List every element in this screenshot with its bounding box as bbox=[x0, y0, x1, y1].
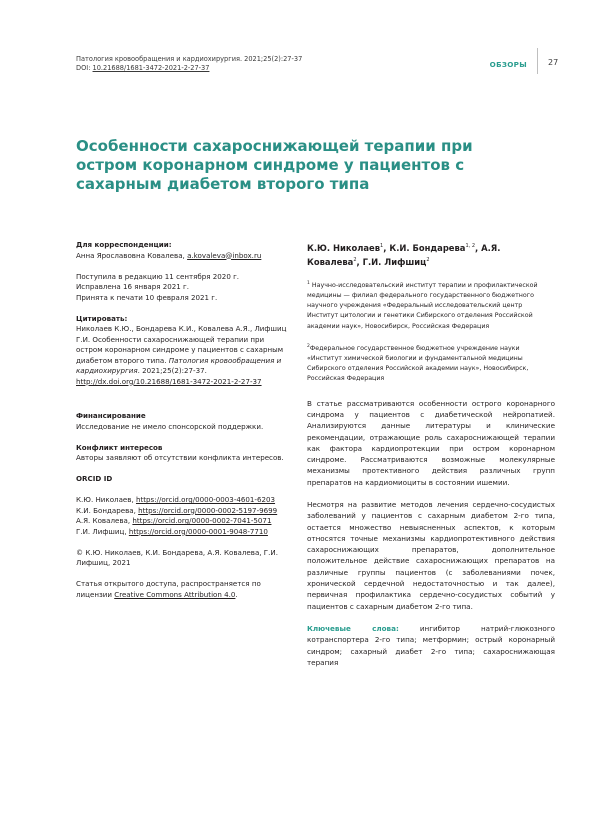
conflict-heading: Конфликт интересов bbox=[76, 442, 163, 452]
license-text bbox=[76, 579, 291, 600]
conflict-text: Авторы заявляют об отсутствии конфликта интересов. bbox=[76, 453, 284, 462]
journal-header bbox=[76, 55, 376, 73]
orcid-link[interactable]: https://orcid.org/0000-0002-5197-9699 bbox=[138, 505, 278, 515]
author-affiliation-sup: 1, 2 bbox=[465, 243, 475, 249]
article-info-column bbox=[76, 240, 291, 600]
funding-text: Исследование не имело спонсорской поддержки. bbox=[76, 421, 264, 431]
cite-journal: Патология кровообращения и кардиохирургия bbox=[76, 355, 282, 375]
author-affiliation-sup: 2 bbox=[353, 256, 357, 263]
cite-doi-link[interactable]: http://dx.doi.org/10.21688/1681-3472-2021-2-27-37 bbox=[76, 376, 262, 386]
cite-heading: Цитировать: bbox=[76, 313, 128, 323]
date-received: Поступила в редакцию 11 сентября 2020 г. bbox=[76, 271, 240, 281]
author-name: А.Я. Ковалева bbox=[307, 242, 501, 267]
author-name: К.Ю. Николаев bbox=[307, 242, 381, 253]
cite-tail: . 2021;25(2):27-37. bbox=[137, 366, 207, 375]
license-tail: . bbox=[235, 589, 238, 599]
affiliation-text: Научно-исследовательский институт терапии и профилактической медицины — филиал федерального государственного бюджетного научного учреждения «Федеральный исследовательский центр Институт цитологии и генетики Сибирского отделения Российской академии наук», Новосибирск, Российская Федерация bbox=[307, 281, 538, 330]
keywords bbox=[307, 623, 555, 668]
orcid-entry bbox=[76, 506, 291, 517]
orcid-author-name: А.Я. Ковалева, bbox=[76, 516, 133, 525]
cite-reference: Николаев К.Ю., Бондарева К.И., Ковалева А.Я., Лифшиц Г.И. Особенности сахароснижающей терапии при остром коронарном синдроме у пациентов с сахарным диабетом второго типа. bbox=[76, 324, 287, 365]
orcid-entry bbox=[76, 516, 291, 527]
date-revised: Исправлена 16 января 2021 г. bbox=[76, 282, 190, 291]
keywords-text: ингибитор натрий-глюкозного котранспортера 2-го типа; метформин; острый коронарный синдром; сахарный диабет 2-го типа; сахароснижающая терапия bbox=[307, 623, 555, 667]
author-name: Г.И. Лифшиц bbox=[362, 256, 427, 267]
license-prefix: Статья открытого доступа, распространяется по лицензии bbox=[76, 579, 261, 599]
author-list: К.Ю. Николаев$^1$, К.И. Бондарева$^{1, 2}$, А.Я. Ковалева$^2$, Г.И. Лифшиц$^2$ bbox=[307, 242, 501, 267]
orcid-link[interactable]: https://orcid.org/0000-0002-7041-5071 bbox=[132, 516, 272, 525]
header-divider bbox=[537, 48, 538, 74]
orcid-author-name: К.И. Бондарева, bbox=[76, 505, 139, 515]
affiliation bbox=[307, 342, 555, 385]
cite-text bbox=[76, 324, 291, 387]
affiliation-number: 2 bbox=[307, 343, 310, 349]
orcid-link[interactable]: https://orcid.org/0000-0003-4601-6203 bbox=[135, 495, 276, 504]
correspondence-name: Анна Ярославовна Ковалева, bbox=[76, 250, 188, 260]
orcid-author-name: К.Ю. Николаев, bbox=[76, 495, 136, 504]
author-affiliation-sup: 1 bbox=[380, 243, 384, 249]
journal-citation-line: Патология кровообращения и кардиохирургия. 2021;25(2):27-37 bbox=[76, 55, 303, 63]
abstract-column bbox=[307, 240, 555, 668]
orcid-author-name: Г.И. Лифшиц, bbox=[76, 526, 129, 536]
doi-link[interactable]: 10.21688/1681-3472-2021-2-27-37 bbox=[92, 64, 210, 72]
correspondence-heading: Для корреспонденции: bbox=[76, 240, 172, 249]
funding-heading: Финансирование bbox=[76, 411, 146, 420]
page-number: 27 bbox=[548, 58, 559, 67]
affiliation-number: 1 bbox=[307, 280, 310, 286]
keywords-label: Ключевые слова: bbox=[307, 623, 399, 633]
date-accepted: Принята к печати 10 февраля 2021 г. bbox=[76, 292, 218, 302]
copyright-text: © К.Ю. Николаев, К.И. Бондарева, А.Я. Ковалева, Г.И. Лифшиц, 2021 bbox=[76, 547, 278, 567]
orcid-entry bbox=[76, 495, 291, 506]
correspondence-line bbox=[76, 251, 291, 262]
affiliation-text: Федеральное государственное бюджетное учреждение науки «Институт химической биологии и фундаментальной медицины Сибирского отделения Российской академии наук», Новосибирск, Российская Федерация bbox=[307, 344, 529, 383]
author-name: К.И. Бондарева bbox=[389, 242, 466, 253]
abstract-paragraph: Несмотря на развитие методов лечения сердечно-сосудистых заболеваний у пациентов с сахарным диабетом 2-го типа, остается множество невыясненных аспектов, к которым относятся точные механизмы кардиопротективного действия сахароснижающих препаратов, дополнительное положительное действие сахароснижающих препаратов на различные группы пациентов (с заболеваниями почек, хронической сердечной недостаточностью и так далее), первичная профилактика сердечно-сосудистых событий у пациентов с сахарным диабетом 2-го типа. bbox=[307, 499, 555, 611]
doi-line bbox=[76, 64, 376, 73]
orcid-link[interactable]: https://orcid.org/0000-0001-9048-7710 bbox=[128, 526, 268, 536]
orcid-heading: ORCID ID bbox=[76, 474, 113, 483]
correspondence-email-link[interactable]: a.kovaleva@inbox.ru bbox=[187, 250, 262, 260]
license-link[interactable]: Creative Commons Attribution 4.0 bbox=[114, 589, 236, 599]
article-title: Особенности сахароснижающей терапии при остром коронарном синдроме у пациентов с сахарным диабетом второго типа bbox=[76, 137, 473, 193]
abstract-paragraph: В статье рассматриваются особенности острого коронарного синдрома у пациентов с диабетической нейропатией. Анализируются данные литературы и клинические рекомендации, отражающие роль сахароснижающей терапии как фактора кардиопротекции при остром коронарном синдроме. Рассматриваются возможные молекулярные механизмы протективного действия различных групп препаратов на кардиомиоциты в состоянии ишемии. bbox=[307, 398, 555, 487]
section-label: ОБЗОРЫ bbox=[489, 60, 527, 69]
author-affiliation-sup: 2 bbox=[426, 256, 430, 263]
affiliation bbox=[307, 279, 555, 332]
doi-prefix: DOI: bbox=[76, 64, 93, 72]
orcid-entry bbox=[76, 527, 291, 538]
